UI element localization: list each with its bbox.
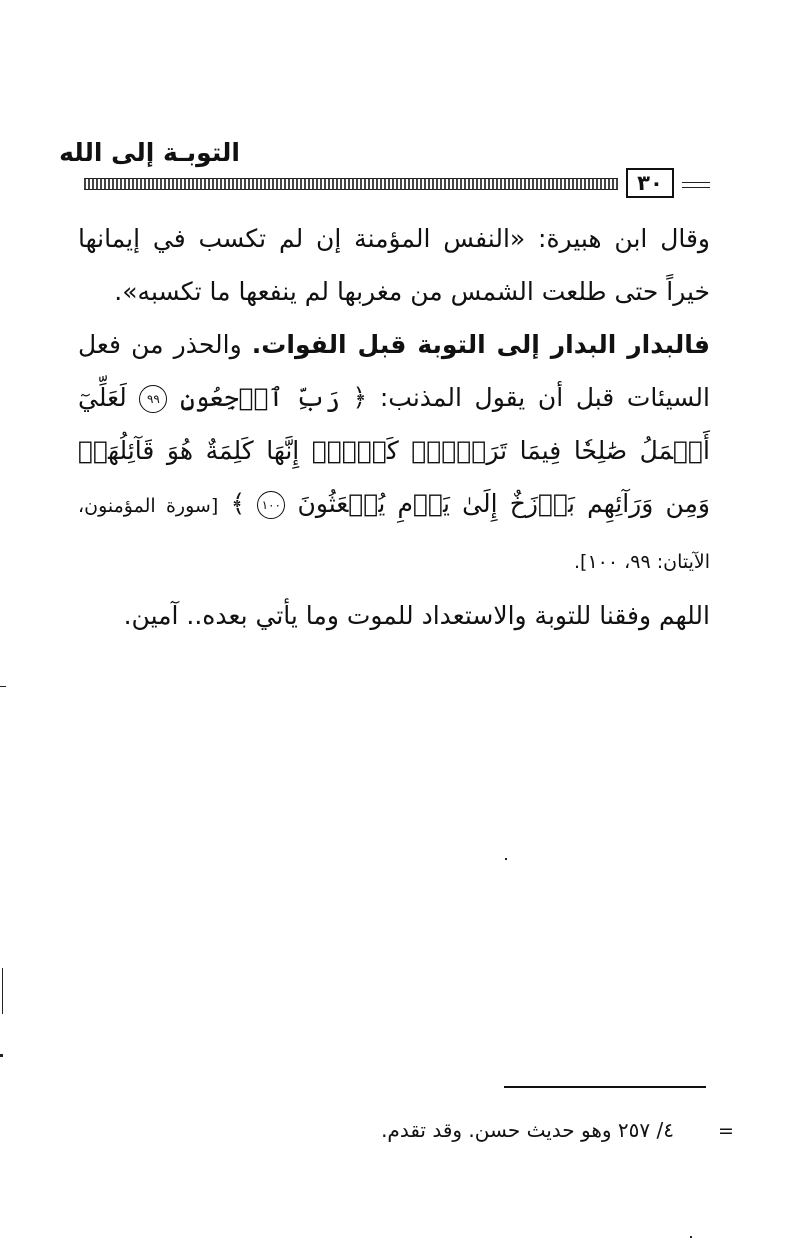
- scan-speck: [505, 858, 507, 860]
- prayer-paragraph: [78, 589, 710, 642]
- bold-heading: فالبدار البدار إلى التوبة قبل الفوات.: [251, 330, 710, 359]
- scan-margin-mark: [0, 686, 6, 687]
- scan-speck: [690, 1236, 692, 1238]
- verse-close-bracket: ﴾: [218, 489, 258, 518]
- footnote-rule: [504, 1086, 706, 1088]
- warning-paragraph: [78, 318, 710, 589]
- scan-margin-mark: [2, 968, 3, 1014]
- page-number: ٣٠: [626, 168, 674, 198]
- quran-verse-part-1: ﴿ رَبِّ ٱرۡجِعُونِ: [167, 383, 368, 412]
- scan-margin-mark: [0, 1054, 3, 1057]
- main-text: [78, 212, 710, 642]
- header-rule-right: [682, 182, 710, 188]
- footnote-text: ٤/ ٢٥٧ وهو حديث حسن. وقد تقدم.: [381, 1118, 674, 1142]
- footnote-continuation-marker: =: [718, 1120, 734, 1142]
- prayer-text: اللهم وفقنا للتوبة والاستعداد للموت وما يأتي بعده.. آمين.: [123, 601, 710, 630]
- ayah-number-99: ٩٩: [139, 385, 167, 413]
- quote-text: وقال ابن هبيرة: «النفس المؤمنة إن لم تكسب في إيمانها خيراً حتى طلعت الشمس من مغربها لم ينفعها ما تكسبه».: [78, 224, 710, 306]
- ayah-number-100: ١٠٠: [257, 491, 285, 519]
- header-rule: [84, 178, 618, 190]
- warning-text: والحذر من فعل السيئات قبل أن يقول المذنب:: [78, 330, 710, 412]
- quote-paragraph: [78, 212, 710, 318]
- surah-citation: [سورة المؤمنون، الآيتان: ٩٩، ١٠٠].: [78, 495, 710, 573]
- quran-verse-part-2: لَعَلِّيٓ أَعۡمَلُ صَٰلِحٗا فِيمَا تَرَكۡتُۚ كَلَّآۚ إِنَّهَا كَلِمَةٌ هُوَ قَآئِلُهَاۖ وَمِن وَرَآئِهِم بَرۡزَخٌ إِلَىٰ يَوۡمِ يُبۡعَثُونَ: [78, 383, 711, 518]
- running-header-title: التوبـة إلى الله: [59, 138, 240, 167]
